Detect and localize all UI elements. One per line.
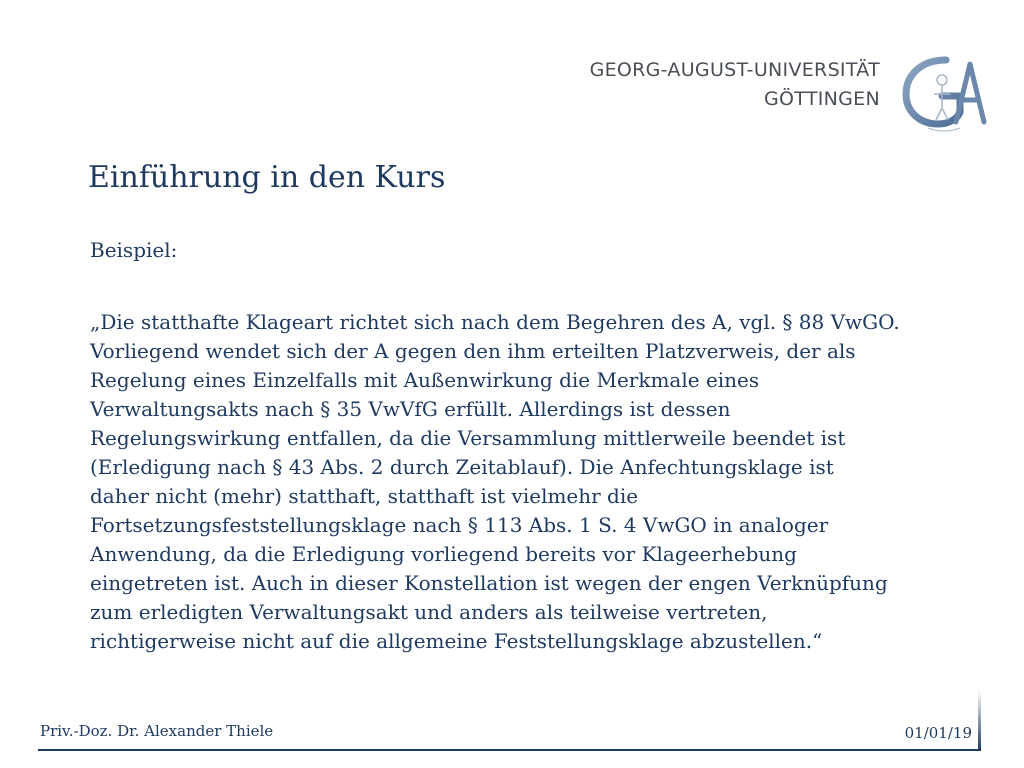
quote-text	[90, 308, 960, 656]
quote-line: Verwaltungsakts nach § 35 VwVfG erfüllt. Allerdings ist dessen	[90, 397, 731, 421]
university-name-line1: GEORG-AUGUST-UNIVERSITÄT	[589, 59, 880, 81]
quote-line: Vorliegend wendet sich der A gegen den ihm erteilten Platzverweis, der als	[90, 339, 856, 363]
footer-divider	[38, 749, 981, 751]
quote-line: richtigerweise nicht auf die allgemeine Feststellungsklage abzustellen.“	[90, 629, 823, 653]
example-label: Beispiel:	[90, 238, 178, 262]
quote-line: „Die statthafte Klageart richtet sich nach dem Begehren des A, vgl. § 88 VwGO.	[90, 310, 900, 334]
slide-title: Einführung in den Kurs	[88, 160, 446, 195]
quote-line: daher nicht (mehr) statthaft, statthaft ist vielmehr die	[90, 484, 639, 508]
footer-vertical-divider	[978, 690, 981, 750]
quote-line: Fortsetzungsfeststellungsklage nach § 113 Abs. 1 S. 4 VwGO in analoger	[90, 513, 829, 537]
quote-line: (Erledigung nach § 43 Abs. 2 durch Zeitablauf). Die Anfechtungsklage ist	[90, 455, 834, 479]
footer-date: 01/01/19	[904, 724, 972, 742]
quote-line: Regelungswirkung entfallen, da die Versammlung mittlerweile beendet ist	[90, 426, 846, 450]
quote-line: Anwendung, da die Erledigung vorliegend bereits vor Klageerhebung	[90, 542, 797, 566]
quote-line: Regelung eines Einzelfalls mit Außenwirkung die Merkmale eines	[90, 368, 760, 392]
quote-line: zum erledigten Verwaltungsakt und anders als teilweise vertreten,	[90, 600, 768, 624]
quote-line: eingetreten ist. Auch in dieser Konstellation ist wegen der engen Verknüpfung	[90, 571, 888, 595]
university-seal-icon	[898, 50, 990, 136]
footer-author: Priv.-Doz. Dr. Alexander Thiele	[40, 722, 274, 740]
university-name-line2: GÖTTINGEN	[763, 88, 880, 110]
university-name	[590, 56, 880, 114]
